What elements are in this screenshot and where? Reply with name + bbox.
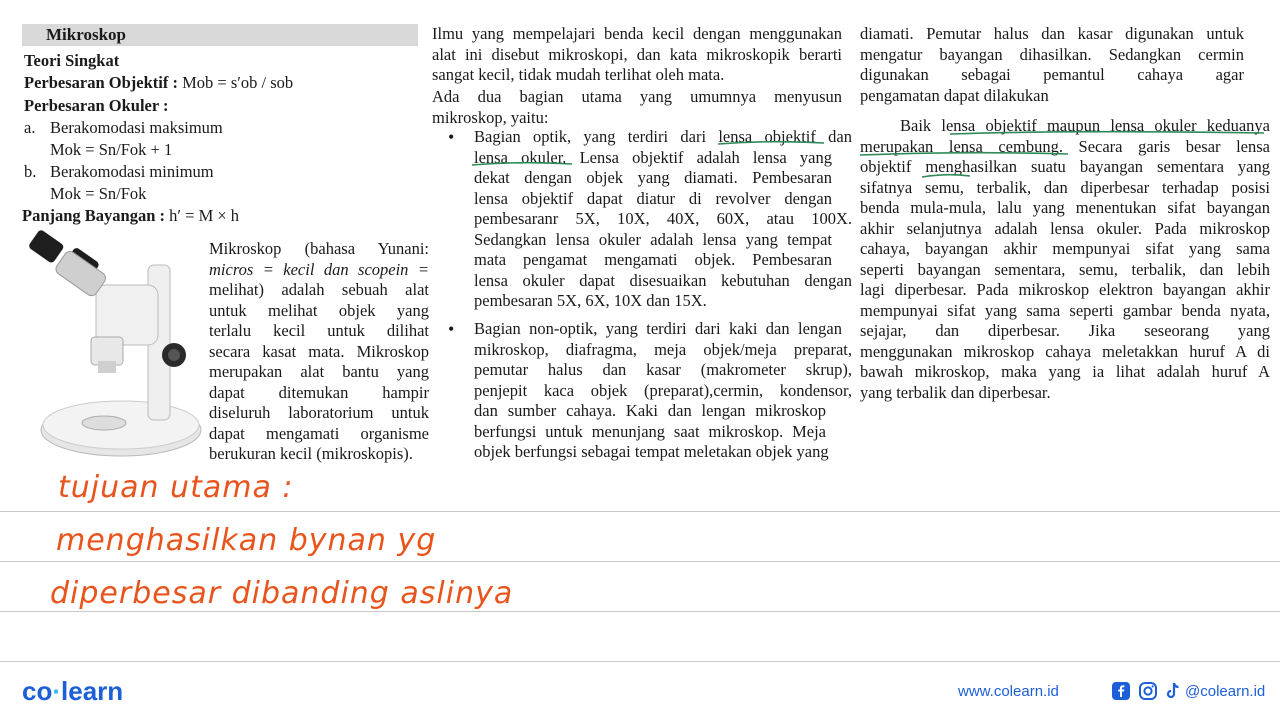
text-line: Mikroskop (bahasa Yunani:	[209, 239, 429, 258]
bullet-marker: •	[448, 319, 455, 339]
text-line: Baik lensa objektif maupun lensa okuler keduanya	[900, 116, 1270, 135]
text-line: pengamatan dapat dilakukan	[860, 85, 1049, 105]
list-item: Berakomodasi maksimum	[50, 118, 223, 137]
text-line: mikroskop, yaitu:	[432, 107, 549, 127]
text-line: pembesaranr 5X, 10X, 40X, 60X, atau 100X.	[474, 209, 852, 228]
ruled-line	[0, 511, 1280, 512]
text-line: diamati. Pemutar halus dan kasar digunakan untuk	[860, 24, 1244, 43]
formula-value: Mob = s′ob / sob	[182, 73, 294, 92]
text-line: dapat ditemukan hampir	[209, 382, 429, 402]
text-line: Bagian non-optik, yang terdiri dari kaki dan lengan	[474, 319, 842, 338]
formula-label: Perbesaran Objektif :	[24, 73, 178, 92]
microscope-image	[26, 225, 204, 465]
handwritten-note: menghasilkan bynan yg	[56, 523, 437, 558]
list-item: Berakomodasi minimum	[50, 162, 214, 181]
formula-value: Mok = Sn/Fok + 1	[50, 140, 173, 159]
text-line: berukuran kecil (mikroskopis).	[209, 444, 413, 463]
colearn-logo	[22, 676, 123, 707]
text-line: menggunakan mikroskop cahaya meletakkan huruf A di	[860, 341, 1270, 361]
text-line: lensa objektif dapat diatur di revolver dengan	[474, 188, 832, 208]
text-line: objektif menghasilkan suatu bayangan sementara yang	[860, 157, 1270, 176]
list-marker: a.	[24, 118, 36, 137]
text-line: Sedangkan lensa okuler adalah lensa yang tempat	[474, 229, 832, 249]
highlight-underline	[858, 130, 1278, 190]
text-line: Ilmu yang mempelajari benda kecil dengan menggunakan	[432, 24, 842, 43]
formula-label: Perbesaran Okuler :	[24, 96, 169, 115]
text-line: melihat) adalah sebuah alat	[209, 280, 429, 299]
text-line: sangat kecil, tidak mudah terlihat oleh mata.	[432, 65, 725, 84]
title-bar	[22, 24, 418, 46]
text-line: dapat mengamati organisme	[209, 423, 429, 443]
handwritten-note: tujuan utama :	[58, 470, 294, 505]
formula-objektif	[24, 73, 293, 94]
logo-text: co	[22, 676, 53, 706]
text-line: sejajar, dan diperbesar. Jika seseorang yang	[860, 321, 1270, 340]
formula-value: Mok = Sn/Fok	[50, 184, 147, 203]
text-line: mengatur bayangan dihasilkan. Sedangkan cermin	[860, 44, 1244, 64]
text-line: mikroskop, diafragma, meja objek/meja preparat,	[474, 339, 852, 359]
text-line: cahaya, bayangan akhir mempunyai sifat yang sama	[860, 239, 1270, 258]
formula-value: h′ = M × h	[169, 206, 240, 225]
text-line: terlalu kecil untuk dilihat	[209, 321, 429, 340]
text-line: benda mula-mula, lalu yang menentukan sifat bayangan	[860, 198, 1270, 217]
text-line: mata pengamat mengamati objek. Pembesaran	[474, 250, 832, 269]
text-line: dan sumber cahaya. Kaki dan lengan mikroskop	[474, 401, 826, 420]
text-line: pemutar halus dan kasar (makrometer skrup),	[474, 360, 852, 379]
text-line: akhir selanjutnya adalah lensa okuler. Pada mikroskop	[860, 218, 1270, 238]
text-line: secara kasat mata. Mikroskop	[209, 341, 429, 361]
text-line: seperti bayangan sementara, semu, terbalik, dan lebih	[860, 259, 1270, 279]
section-heading: Teori Singkat	[24, 51, 120, 70]
text-line: diseluruh laboratorium untuk	[209, 403, 429, 422]
ruled-line	[0, 561, 1280, 562]
text-line: yang terbalik dan diperbesar.	[860, 382, 1051, 402]
ruled-line	[0, 611, 1280, 612]
text-line: merupakan alat bantu yang	[209, 362, 429, 381]
text-line: penjepit kaca objek (preparat),cermin, kondensor,	[474, 380, 852, 400]
text-line: dekat dengan objek yang diamati. Pembesaran	[474, 168, 832, 187]
text-line: berfungsi untuk menunjang saat mikroskop. Meja	[474, 421, 826, 441]
logo-text: learn	[61, 676, 124, 706]
bullet-marker: •	[448, 127, 455, 147]
text-line: Ada dua bagian utama yang umumnya menyusun	[432, 87, 842, 106]
text-line: alat ini disebut mikroskopi, dan kata mikroskopik berarti	[432, 44, 842, 64]
formula-label: Panjang Bayangan :	[22, 206, 166, 225]
tiktok-icon[interactable]	[1163, 681, 1183, 701]
instagram-icon[interactable]	[1138, 681, 1158, 701]
website-link[interactable]: www.colearn.id	[958, 683, 1059, 700]
social-handle[interactable]: @colearn.id	[1185, 683, 1266, 700]
facebook-icon[interactable]	[1111, 681, 1131, 701]
formula-panjang	[22, 206, 239, 227]
handwritten-note: diperbesar dibanding aslinya	[50, 576, 514, 611]
text-line: pembesaran 5X, 6X, 10X dan 15X.	[474, 291, 707, 310]
text-line: objek berfungsi sebagai tempat meletakan objek yang	[474, 442, 829, 461]
text-line: Bagian optik, yang terdiri dari lensa objektif dan	[474, 127, 852, 146]
text-line: sifatnya semu, terbalik, dan diperbesar terhadap posisi	[860, 177, 1270, 197]
text-line: micros = kecil dan scopein =	[209, 259, 429, 279]
logo-dot: ·	[52, 676, 62, 706]
text-line: untuk melihat objek yang	[209, 300, 429, 320]
text-line: lensa okuler. Lensa objektif adalah lensa yang	[474, 147, 832, 167]
highlight-underline	[470, 140, 860, 180]
text-line: mempunyai sifat yang sama seperti gambar benda nyata,	[860, 300, 1270, 320]
page-title: Mikroskop	[46, 25, 126, 44]
text-line: lagi diperbesar. Pada mikroskop elektron bayangan akhir	[860, 280, 1270, 299]
text-line: merupakan lensa cembung. Secara garis besar lensa	[860, 136, 1270, 156]
text-line: bawah mikroskop, maka yang ia lihat adalah huruf A	[860, 362, 1270, 381]
text-line: digunakan sebagai pemantul cahaya agar	[860, 65, 1244, 84]
list-marker: b.	[24, 162, 37, 181]
text-line: lensa okuler dapat disesuaikan kebutuhan dengan	[474, 270, 852, 290]
ruled-line	[0, 661, 1280, 662]
